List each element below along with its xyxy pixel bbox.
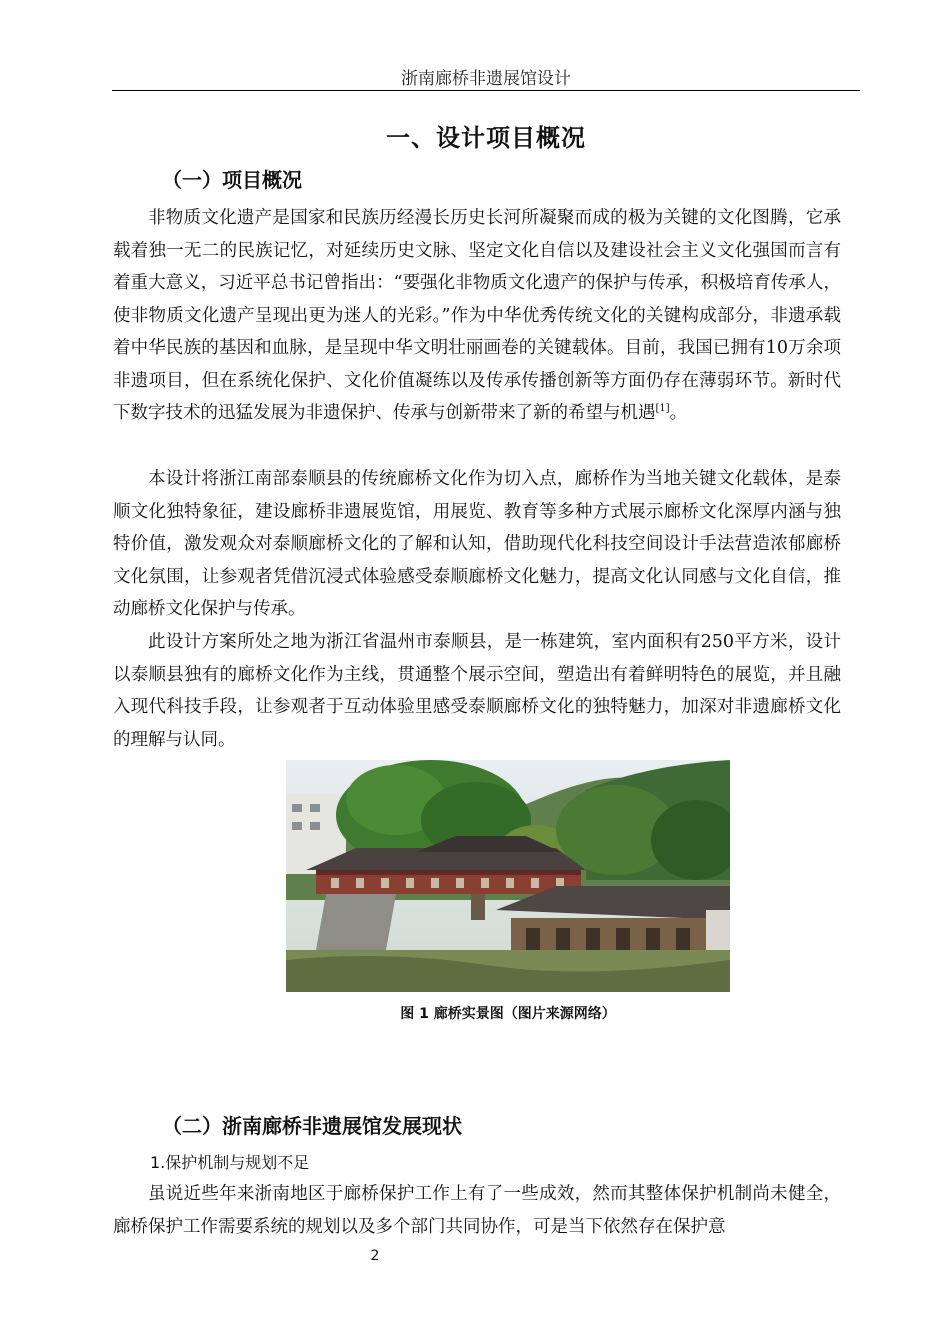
citation-ref[interactable]: [1]	[655, 403, 670, 415]
header-rule	[112, 90, 860, 91]
paragraph-intro-end: 。	[669, 403, 688, 423]
paragraph-design: 本设计将浙江南部泰顺县的传统廊桥文化作为切入点，廊桥作为当地关键文化载体，是泰顺文化独特象征，建设廊桥非遗展览馆，用展览、教育等多种方式展示廊桥文化深厚内涵与独特价值，激发观众对泰顺廊桥文化的了解和认知，借助现代化科技空间设计手法营造浓郁廊桥文化氛围，让参观者凭借沉浸式体验感受泰顺廊桥文化魅力，提高文化认同感与文化自信，推动廊桥文化保护与传承。	[113, 469, 841, 619]
subsection-title-overview: （一）项目概况	[162, 168, 302, 192]
section-title: 一、设计项目概况	[386, 124, 586, 152]
page-number: 2	[370, 1248, 380, 1264]
covered-bridge-photo	[286, 760, 730, 992]
item-title-protection: 1.保护机制与规划不足	[150, 1153, 310, 1172]
paragraph-intro-text: 非物质文化遗产是国家和民族历经漫长历史长河所凝聚而成的极为关键的文化图腾，它承载着独一无二的民族记忆，对延续历史文脉、坚定文化自信以及建设社会主义文化强国而言有着重大意义，习近平总书记曾指出：“要强化非物质文化遗产的保护与传承，积极培育传承人，使非物质文化遗产呈现出更为迷人的光彩。”作为中华优秀传统文化的关键构成部分，非遗承载着中华民族的基因和血脉，是呈现中华文明壮丽画卷的关键载体。目前，我国已拥有10万余项非遗项目，但在系统化保护、文化价值凝练以及传承传播创新等方面仍存在薄弱环节。新时代下数字技术的迅猛发展为非遗保护、传承与创新带来了新的希望与机遇	[113, 208, 841, 423]
figure-caption: 图 1 廊桥实景图（图片来源网络）	[400, 1006, 616, 1022]
paragraph-protection: 虽说近些年来浙南地区于廊桥保护工作上有了一些成效，然而其整体保护机制尚未健全，廊桥保护工作需要系统的规划以及多个部门共同协作，可是当下依然存在保护意	[113, 1184, 841, 1237]
paragraph-intro	[113, 202, 841, 430]
running-header: 浙南廊桥非遗展馆设计	[401, 69, 571, 89]
paragraph-location: 此设计方案所处之地为浙江省温州市泰顺县，是一栋建筑，室内面积有250平方米，设计以泰顺县独有的廊桥文化作为主线，贯通整个展示空间，塑造出有着鲜明特色的展览，并且融入现代科技手段，让参观者于互动体验里感受泰顺廊桥文化的独特魅力，加深对非遗廊桥文化的理解与认同。	[113, 632, 841, 750]
subsection-title-status: （二）浙南廊桥非遗展馆发展现状	[162, 1114, 462, 1138]
